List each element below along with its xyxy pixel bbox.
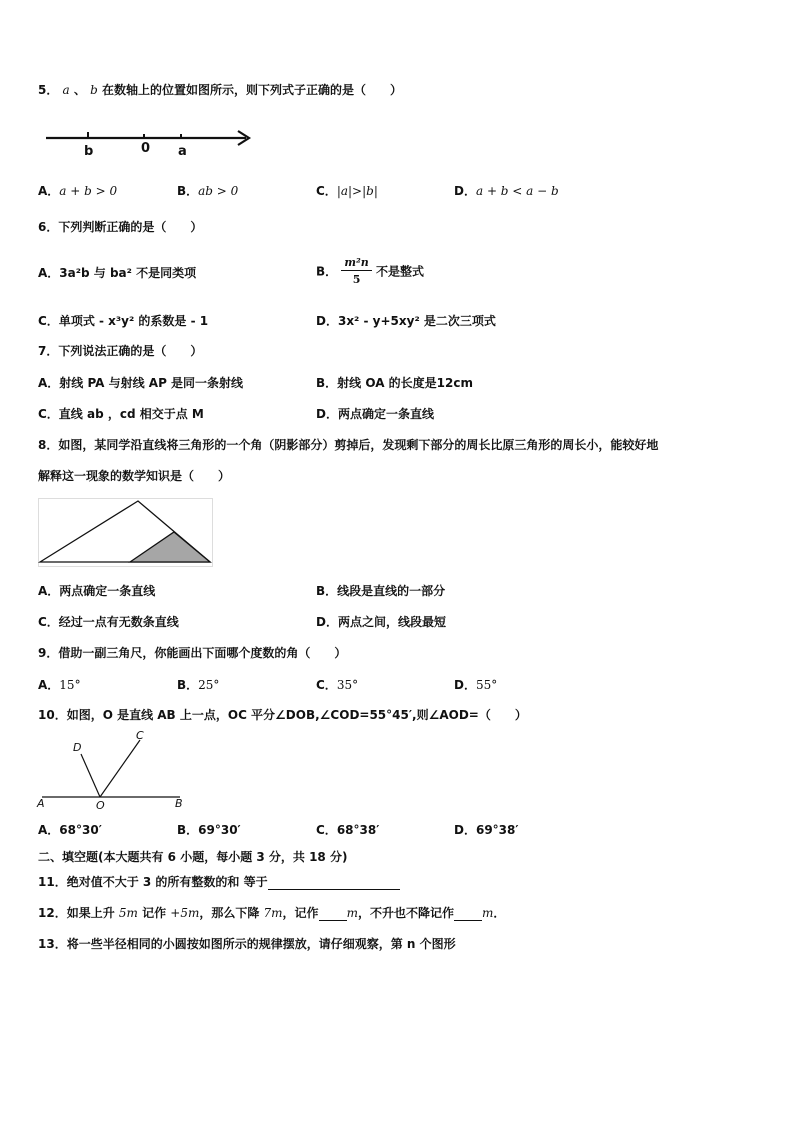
q5-stem [38,82,402,98]
q12-part-3: ，那么下降 [199,906,264,920]
triangle-cut-figure [38,498,214,568]
label-b: b [84,144,94,159]
q9-option-b-label: B． [177,678,199,692]
label-a: A [37,797,45,810]
q10-option-c[interactable] [316,822,379,838]
q6-option-a-label: A． [38,266,60,280]
q6-option-c-label: C． [38,314,59,328]
q12-blank-2[interactable] [454,906,482,921]
q6-option-b-fraction [341,256,371,286]
q13-stem: 13．将一些半径相同的小圆按如图所示的规律摆放，请仔细观察，第 n 个图形 [38,937,456,951]
q8-option-a[interactable]: A．两点确定一条直线 [38,584,156,598]
q12-value-1: 5m [118,906,138,920]
q6-option-c-text: 单项式 - x³y² 的系数是 - 1 [58,314,209,328]
q6-option-b-label: B． [316,264,338,279]
q10-stem: 10．如图，O 是直线 AB 上一点，OC 平分∠DOB,∠COD=55°45′,则∠AOD=（ ） [38,708,527,722]
q11-text: 11．绝对值不大于 3 的所有整数的和 等于 [38,875,268,889]
q12-blank-1[interactable] [319,906,347,921]
q5-option-c-expr: |a|>|b| [336,184,378,198]
q12-part-6: ． [493,906,506,920]
q5-var-a: a [62,83,70,97]
q11-stem [38,874,400,890]
q5-option-d-label: D． [454,184,476,198]
q6-option-d[interactable] [316,313,496,329]
q6-option-b-text: 不是整式 [376,264,425,279]
label-c: C [136,730,144,742]
q11-answer-blank[interactable] [268,875,400,890]
q5-sep: 、 [73,83,86,97]
q9-option-c-label: C． [316,678,337,692]
q7-stem: 7．下列说法正确的是（ ） [38,344,203,358]
q8-option-b[interactable]: B．线段是直线的一部分 [316,584,446,598]
q12-stem [38,905,505,921]
q9-option-d-value: 55° [475,678,498,692]
q5-option-b-label: B． [177,184,199,198]
q12-part-1: 12．如果上升 [38,906,119,920]
q10-option-a-label: A． [38,823,60,837]
q7-option-b[interactable]: B．射线 OA 的长度是12cm [316,376,473,390]
q12-part-5: ，不升也不降记作 [357,906,454,920]
q6-option-c[interactable] [38,313,208,329]
q7-option-d[interactable]: D．两点确定一条直线 [316,407,434,421]
section-2-heading: 二、填空题(本大题共有 6 小题，每小题 3 分，共 18 分) [38,850,348,864]
q5-option-b[interactable] [177,183,238,199]
q9-option-a[interactable] [38,677,81,693]
q12-part-4: ，记作 [282,906,319,920]
q10-option-a[interactable] [38,822,102,838]
q10-option-d-label: D． [454,823,476,837]
q12-unit-2: m [481,906,494,920]
q8-stem-line-2: 解释这一现象的数学知识是（ ） [38,469,231,483]
q9-stem: 9．借助一副三角尺，你能画出下面哪个度数的角（ ） [38,646,347,660]
q10-option-c-label: C． [316,823,337,837]
angle-figure [36,730,196,812]
q8-stem-line-1: 8．如图，某同学沿直线将三角形的一个角（阴影部分）剪掉后，发现剩下部分的周长比原三角形的周长小，能较好地 [38,438,659,452]
q9-option-b-value: 25° [198,678,220,692]
q9-option-c[interactable] [316,677,358,693]
q5-option-a-expr: a + b > 0 [59,184,118,198]
ray-oc [100,740,140,797]
number-line-figure [40,124,270,160]
q6-stem: 6．下列判断正确的是（ ） [38,220,203,234]
q9-option-b[interactable] [177,677,219,693]
q10-option-b[interactable] [177,822,241,838]
fraction-denominator: 5 [352,273,361,286]
q12-unit-1: m [346,906,358,920]
label-0: 0 [141,141,151,156]
q6-option-d-text: 3x² - y+5xy² 是二次三项式 [337,314,496,328]
q12-value-2: +5m [170,906,200,920]
q5-stem-text: 在数轴上的位置如图所示，则下列式子正确的是（ ） [101,83,402,97]
q5-option-d-expr: a + b < a − b [475,184,559,198]
q12-part-2: 记作 [137,906,171,920]
q9-option-c-value: 35° [336,678,359,692]
label-d: D [73,741,82,754]
ray-od [81,754,100,797]
label-a: a [178,144,187,159]
q7-option-c[interactable]: C．直线 ab ，cd 相交于点 M [38,407,204,421]
label-b: B [175,797,183,810]
q5-option-b-expr: ab > 0 [198,184,239,198]
label-o: O [96,799,105,812]
q9-option-d-label: D． [454,678,476,692]
q10-option-b-value: 69°30′ [198,823,241,837]
q12-value-3: 7m [263,906,283,920]
fraction-numerator: m²n [341,256,371,271]
q8-option-c[interactable]: C．经过一点有无数条直线 [38,615,179,629]
q9-option-a-label: A． [38,678,60,692]
q5-option-d[interactable] [454,183,559,199]
q10-option-c-value: 68°38′ [336,823,380,837]
q5-option-c[interactable] [316,183,378,199]
q10-option-d[interactable] [454,822,519,838]
q9-option-a-value: 15° [59,678,81,692]
q6-option-b[interactable] [316,256,424,286]
q5-option-a-label: A． [38,184,60,198]
q10-option-b-label: B． [177,823,199,837]
q5-option-a[interactable] [38,183,117,199]
q6-option-a[interactable] [38,265,196,281]
q6-option-a-text: 3a²b 与 ba² 不是同类项 [59,266,197,280]
q10-option-a-value: 68°30′ [59,823,102,837]
q8-option-d[interactable]: D．两点之间，线段最短 [316,615,446,629]
q6-option-d-label: D． [316,314,338,328]
q9-option-d[interactable] [454,677,497,693]
q5-number: 5． [38,83,59,97]
q5-option-c-label: C． [316,184,337,198]
q5-var-b: b [90,83,98,97]
q7-option-a[interactable]: A．射线 PA 与射线 AP 是同一条射线 [38,376,244,390]
q10-option-d-value: 69°38′ [475,823,519,837]
